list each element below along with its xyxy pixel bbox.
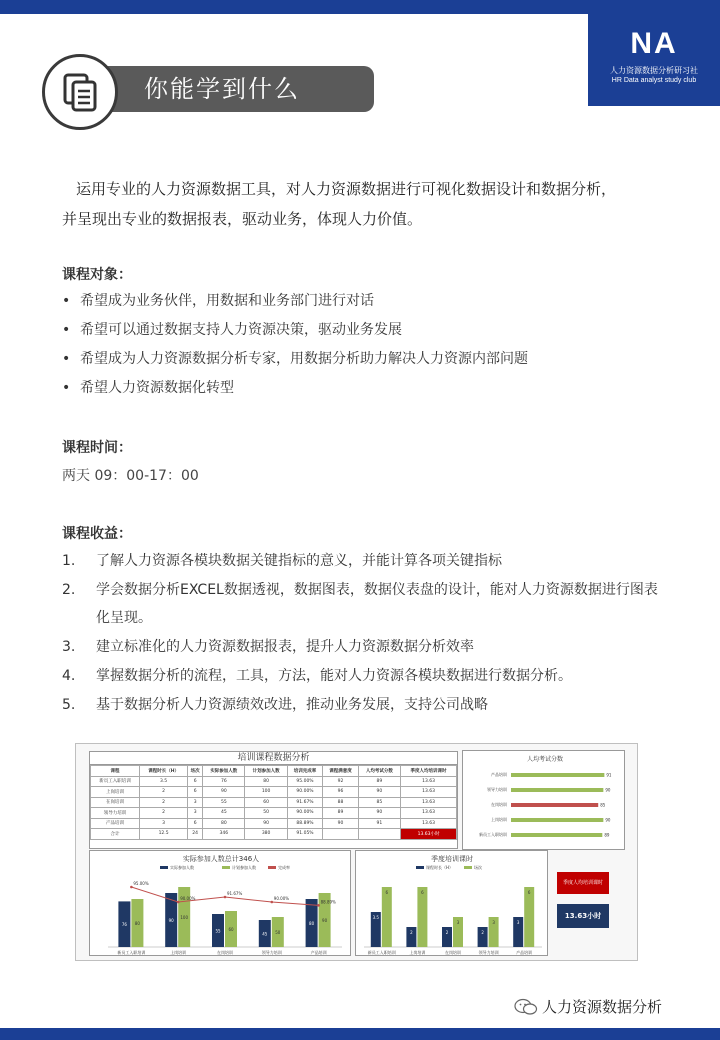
table-cell: 产品培训 [91,818,140,829]
table-header-row [91,766,457,777]
table-cell: 89 [323,808,359,819]
benefits-heading: 课程收益： [62,526,132,542]
logo-mark: NA [630,27,678,60]
tick-label: 产品培训 [310,950,327,955]
table-cell: 6 [188,787,203,798]
score-chart [463,751,626,851]
tick-label: 在岗培训 [491,802,507,807]
list-item [62,576,662,632]
legend-label: 计划参加人数 [232,865,256,870]
bar [511,818,603,822]
rate-point [177,901,180,904]
table-cell: 6 [188,818,203,829]
audience-item-text: 希望成为业务伙伴，用数据和业务部门进行对话 [80,293,374,309]
kpi-value-box: 13.63小时 [557,904,609,928]
data-label: 2 [481,930,484,935]
tick-label: 在岗培训 [445,950,461,955]
column-header: 人均考试分数 [358,766,400,777]
table-row [91,797,457,808]
chart-title: 人均考试分数 [526,756,564,763]
table-row [91,829,457,840]
table-cell: 13.63 [401,797,457,808]
item-number: 5. [62,697,76,713]
data-label: 91 [606,772,612,778]
audience-item-text: 希望可以通过数据支持人力资源决策，驱动业务发展 [80,322,402,338]
benefit-text: 掌握数据分析的流程，工具，方法，能对人力资源各模块数据进行数据分析。 [96,668,572,684]
tick-label: 新员工入职培训 [367,950,396,955]
item-number: 1. [62,553,76,569]
tick-label: 上岗培训 [170,950,187,955]
table-cell: 12.5 [140,829,188,840]
rate-point [224,896,227,899]
data-label: 50 [275,930,281,935]
table-cell [323,829,359,840]
footer-watermark [514,996,662,1017]
table-row [91,808,457,819]
table-cell: 80 [245,776,287,787]
table-cell: 85 [358,797,400,808]
legend-swatch [464,866,472,869]
table-body [91,776,457,839]
table-cell: 13.63 [401,776,457,787]
table-cell: 3 [188,808,203,819]
table-cell: 领导力培训 [91,808,140,819]
list-item [62,633,662,661]
table-cell: 在岗培训 [91,797,140,808]
table-cell: 90 [203,787,245,798]
table-cell: 上岗培训 [91,787,140,798]
rate-point [317,904,320,907]
table-title: 培训课程数据分析 [90,752,457,765]
table-cell: 89 [358,776,400,787]
table-cell: 96 [323,787,359,798]
table-cell: 90 [245,818,287,829]
legend-swatch [222,866,230,869]
table-cell: 13.63 [401,808,457,819]
rate-point [271,901,274,904]
data-label: 85 [600,802,606,808]
table-cell: 2 [140,787,188,798]
table-cell: 90.00% [287,787,323,798]
table-cell: 90 [358,787,400,798]
data-label: 90 [322,918,328,923]
rate-label: 90.00% [273,896,290,901]
score-chart-panel [462,750,625,850]
table-cell: 3 [140,818,188,829]
tick-label: 在岗培训 [217,950,233,955]
title-icon-circle [42,54,118,130]
item-number: 4. [62,668,76,684]
benefit-text: 了解人力资源各模块数据关键指标的意义，并能计算各项关键指标 [96,553,502,569]
tick-label: 上岗培训 [409,950,426,955]
table-cell: 2 [140,808,188,819]
item-number: 3. [62,639,76,655]
table-cell: 55 [203,797,245,808]
tick-label: 新员工入职培训 [479,832,507,837]
tick-label: 新员工入职培训 [117,950,146,955]
table-cell: 88.89% [287,818,323,829]
data-label: 80 [134,921,140,926]
rate-point [130,886,133,889]
intro-paragraph [62,174,674,234]
bottom-accent-bar [0,1028,720,1040]
data-label: 2 [410,930,413,935]
attendance-chart-panel [89,850,351,956]
column-header: 培训完成率 [287,766,323,777]
training-dashboard [75,743,638,961]
table-cell [358,829,400,840]
training-table [89,751,458,849]
legend-swatch [416,866,424,869]
legend-label: 场次 [474,865,482,870]
audience-heading: 课程对象： [62,267,132,283]
table-cell: 60 [245,797,287,808]
data-label: 6 [527,890,531,895]
data-label: 90 [605,787,611,793]
section-title [42,54,382,130]
column-header: 课程时长（H） [140,766,188,777]
data-label: 3.5 [372,915,379,920]
table-cell: 91.67% [287,797,323,808]
footer-text: 人力资源数据分析 [542,998,663,1016]
table-cell: 90 [323,818,359,829]
table-cell: 90.00% [287,808,323,819]
intro-line-2: 并呈现出专业的数据报表，驱动业务，体现人力价值。 [62,210,423,228]
benefits-list [62,547,662,720]
data-label: 6 [385,890,389,895]
column-header: 课程满意度 [323,766,359,777]
benefit-text: 学会数据分析EXCEL数据透视，数据图表，数据仪表盘的设计，能对人力资源数据进行图表化呈现。 [96,582,658,626]
legend-label: 实际参加人数 [170,865,194,870]
audience-item-text: 希望人力资源数据化转型 [80,380,234,396]
chart-title: 实际参加人数总计346人 [182,855,260,863]
rate-label: 90.00% [180,896,196,901]
table-cell: 90 [358,808,400,819]
table-cell: 6 [188,776,203,787]
table-cell: 88 [323,797,359,808]
schedule-value: 两天 09：00-17：00 [62,468,199,484]
list-item [62,691,662,719]
bullet-dot: • [62,380,71,396]
top-accent-bar [0,0,720,14]
table-cell: 3 [188,797,203,808]
wechat-icon [514,998,538,1016]
table-row [91,787,457,798]
data-table [90,765,457,840]
table-cell: 50 [245,808,287,819]
table-cell: 2 [140,797,188,808]
table-cell: 91 [358,818,400,829]
title-banner [94,66,374,112]
column-header: 季度人均培训课时 [401,766,457,777]
bar [417,887,427,947]
data-label: 3 [492,920,495,925]
legend-label: 课程时长（H） [426,865,454,870]
data-label: 6 [421,890,424,895]
column-header: 课程 [91,766,140,777]
rate-label: 95.00% [133,881,149,886]
chart-title: 季度培训课时 [431,855,473,863]
legend-swatch [160,866,168,869]
table-cell: 13.63 [401,787,457,798]
table-cell: 95.00% [287,776,323,787]
data-label: 100 [180,915,189,920]
list-item [62,345,682,374]
table-cell: 新员工入职培训 [91,776,140,787]
legend-swatch [268,866,276,869]
intro-line-1: 运用专业的人力资源数据工具，对人力资源数据进行可视化数据设计和数据分析， [76,180,617,198]
logo-cn-name: 人力资源数据分析研习社 [610,66,698,75]
data-label: 45 [262,931,268,937]
audience-list [62,287,682,403]
table-cell: 45 [203,808,245,819]
bullet-dot: • [62,293,71,309]
kpi-label-box: 季度人均培训课时 [557,872,609,894]
bullet-dot: • [62,351,71,367]
data-label: 89 [604,832,610,838]
table-cell: 76 [203,776,245,787]
data-label: 90 [168,918,174,923]
column-header: 实际参加人数 [203,766,245,777]
hours-chart-panel [355,850,548,956]
table-cell: 380 [245,829,287,840]
logo-en-name: HR Data analyst study club [611,77,697,84]
column-header: 场次 [188,766,203,777]
tick-label: 领导力培训 [478,950,499,955]
bar [511,788,603,792]
data-label: 80 [309,921,315,926]
table-cell: 91.05% [287,829,323,840]
table-row [91,818,457,829]
table-cell: 100 [245,787,287,798]
club-logo [588,14,720,106]
benefit-text: 基于数据分析人力资源绩效改进，推动业务发展，支持公司战略 [96,697,488,713]
list-item [62,374,682,403]
page-title: 你能学到什么 [144,75,300,103]
data-label: 2 [445,930,449,935]
table-cell: 13.63 [401,818,457,829]
schedule-heading: 课程时间： [62,440,132,456]
table-cell: 3.5 [140,776,188,787]
benefit-text: 建立标准化的人力资源数据报表，提升人力资源数据分析效率 [96,639,474,655]
bar [511,773,604,777]
rate-label: 88.89% [320,899,336,905]
bar [511,803,598,807]
table-cell: 346 [203,829,245,840]
table-cell: 13.63小时 [401,829,457,840]
data-label: 76 [121,922,127,928]
bar [382,887,392,947]
data-label: 90 [605,817,611,823]
list-item [62,662,662,690]
bar [524,887,534,947]
legend-label: 完成率 [278,865,290,870]
list-item [62,547,662,575]
table-cell: 24 [188,829,203,840]
tick-label: 上岗培训 [491,817,507,822]
hours-chart [356,851,549,957]
data-label: 60 [228,927,234,932]
tick-label: 领导力培训 [487,787,507,792]
bullet-dot: • [62,322,71,338]
column-header: 计划参加人数 [245,766,287,777]
tick-label: 领导力培训 [261,950,282,955]
tick-label: 产品培训 [516,950,533,955]
document-stack-icon [63,73,99,113]
bar [511,833,602,837]
table-row [91,776,457,787]
item-number: 2. [62,582,76,598]
list-item [62,287,682,316]
data-label: 3 [516,920,520,925]
table-cell: 80 [203,818,245,829]
list-item [62,316,682,345]
audience-item-text: 希望成为人力资源数据分析专家，用数据分析助力解决人力资源内部问题 [80,351,528,367]
tick-label: 产品培训 [491,772,507,777]
data-label: 3 [456,920,460,925]
table-cell: 92 [323,776,359,787]
table-cell: 合计 [91,829,140,840]
rate-label: 91.67% [227,890,243,896]
attendance-chart [90,851,352,957]
data-label: 55 [215,928,221,934]
